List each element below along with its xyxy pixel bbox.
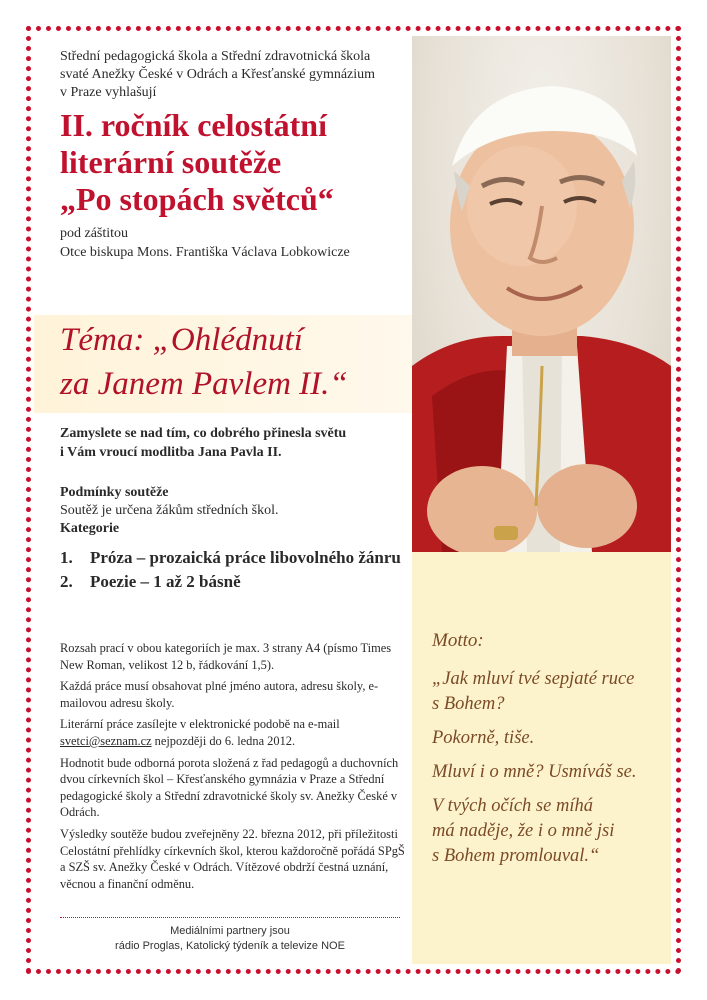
motto-line: Mluví i o mně? Usmíváš se. bbox=[432, 762, 637, 782]
theme-heading bbox=[60, 318, 410, 406]
media-partners bbox=[60, 924, 400, 954]
motto-line: Pokorně, tiše. bbox=[432, 728, 535, 748]
intro-line: Střední pedagogická škola a Střední zdravotnická škola bbox=[60, 49, 371, 64]
title-line: „Po stopách světců“ bbox=[60, 181, 334, 217]
header-section bbox=[60, 48, 410, 262]
motto-line: V tvých očích se míhá bbox=[432, 796, 593, 816]
prompt-line: Zamyslete se nad tím, co dobrého přinesla světu bbox=[60, 426, 347, 441]
categories-heading: Kategorie bbox=[60, 521, 120, 536]
category-label: Poezie – 1 až 2 básně bbox=[90, 572, 241, 591]
list-item bbox=[60, 570, 420, 594]
organizers-intro bbox=[60, 48, 410, 102]
patronage bbox=[60, 224, 410, 262]
category-list bbox=[60, 546, 420, 594]
portrait-illustration bbox=[412, 36, 671, 552]
partners-line: Mediálními partnery jsou bbox=[170, 925, 290, 937]
motto-line: s Bohem promlouval.“ bbox=[432, 846, 600, 866]
patronage-line: Otce biskupa Mons. Františka Václava Lobkowicze bbox=[60, 245, 350, 260]
motto-line: s Bohem? bbox=[432, 694, 505, 714]
results-paragraph: Výsledky soutěže budou zveřejněny 22. března 2012, při příležitosti Celostátní přehlídky církevních škol, kterou každoročně pořádá SPgŠ a SZŠ sv. Anežky České v Odrách. Vítězové obdrží čestná uznání, věcnou a finanční odměnu. bbox=[60, 826, 405, 891]
theme-line: Téma: „Ohlédnutí bbox=[60, 322, 303, 358]
motto-quote bbox=[432, 628, 667, 878]
motto-label: Motto: bbox=[432, 630, 484, 651]
intro-line: v Praze vyhlašují bbox=[60, 85, 157, 100]
motto-stanza bbox=[432, 794, 667, 869]
submission-paragraph bbox=[60, 716, 405, 749]
conditions-section bbox=[60, 484, 410, 538]
jury-paragraph: Hodnotit bude odborná porota složená z řad pedagogů a duchovních dvou církevních škol – Křesťanského gymnázia v Praze a Střední pedagogické školy a Střední zdravotnické školy sv. Anežky České v Odrách. bbox=[60, 755, 399, 820]
prompt-text bbox=[60, 424, 410, 462]
rules-details bbox=[60, 640, 405, 897]
partners-line: rádio Proglas, Katolický týdeník a televize NOE bbox=[115, 940, 345, 952]
category-number: 2. bbox=[60, 572, 73, 591]
intro-line: svaté Anežky České v Odrách a Křesťanské gymnázium bbox=[60, 67, 376, 82]
motto-stanza bbox=[432, 667, 667, 717]
title-line: II. ročník celostátní bbox=[60, 107, 327, 143]
prompt-line: i Vám vroucí modlitba Jana Pavla II. bbox=[60, 445, 282, 460]
category-label: Próza – prozaická práce libovolného žánru bbox=[90, 548, 401, 567]
list-item bbox=[60, 546, 420, 570]
divider bbox=[60, 917, 400, 918]
category-number: 1. bbox=[60, 548, 73, 567]
portrait-photo bbox=[412, 36, 671, 552]
theme-line: za Janem Pavlem II.“ bbox=[60, 366, 348, 402]
conditions-text: Soutěž je určena žákům středních škol. bbox=[60, 503, 279, 518]
rules-paragraph: Každá práce musí obsahovat plné jméno autora, adresu školy, e-mailovou adresu školy. bbox=[60, 679, 379, 710]
conditions-heading: Podmínky soutěže bbox=[60, 485, 169, 500]
patronage-line: pod záštitou bbox=[60, 226, 129, 241]
deadline-text: nejpozději do 6. ledna 2012. bbox=[151, 733, 296, 748]
email-link[interactable]: svetci@seznam.cz bbox=[60, 733, 152, 748]
motto-line: „Jak mluví tvé sepjaté ruce bbox=[432, 669, 635, 689]
title-line: literární soutěže bbox=[60, 144, 282, 180]
rules-paragraph: Rozsah prací v obou kategoriích je max. 3 strany A4 (písmo Times New Roman, velikost 12 b, řádkování 1,5). bbox=[60, 641, 392, 672]
submission-text: Literární práce zasílejte v elektronické podobě na e-mail bbox=[60, 717, 340, 732]
motto-line: má naděje, že i o mně jsi bbox=[432, 821, 615, 841]
competition-title bbox=[60, 107, 410, 218]
